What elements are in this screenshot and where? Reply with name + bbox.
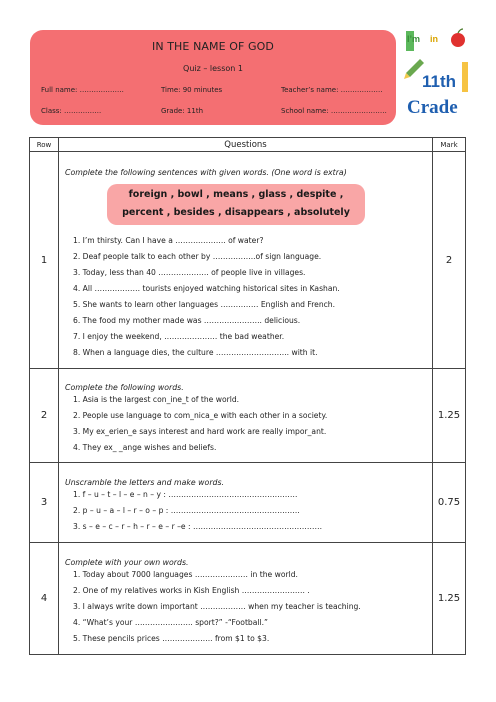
question-item: 7. I enjoy the weekend, ………………… the bad weather.: [73, 331, 285, 341]
header-subtitle: Quiz – lesson 1: [183, 64, 243, 73]
word-box: [107, 184, 365, 225]
mark-value: 0.75: [433, 463, 466, 543]
mark-header: Mark: [433, 138, 466, 152]
question-cell: [59, 152, 433, 369]
question-item: 1. f – u – t – l – e – n – y : ……………………………………………: [73, 490, 298, 499]
row-number: 4: [30, 543, 59, 655]
question-cell: [59, 463, 433, 543]
mark-value: 2: [433, 152, 466, 369]
instruction: Complete the following words.: [65, 383, 184, 392]
ruler-icon: [462, 62, 468, 92]
instruction: Unscramble the letters and make words.: [65, 478, 225, 487]
table-row: [30, 369, 466, 463]
question-item: 6. The food my mother made was ………………….. delicious.: [73, 315, 301, 325]
table-row: [30, 152, 466, 369]
instruction: Complete with your own words.: [65, 558, 189, 567]
logo-im: I’m: [407, 34, 421, 44]
header-title: IN THE NAME OF GOD: [151, 40, 275, 53]
grade-logo: [404, 26, 470, 122]
word-box-line: foreign , bowl , means , glass , despite ,: [128, 188, 344, 200]
mark-value: 1.25: [433, 543, 466, 655]
questions-table: [29, 137, 466, 655]
quiz-header: [30, 30, 396, 125]
question-item: 3. Today, less than 40 ……………….. of people live in villages.: [73, 267, 306, 277]
full-name-field: Full name: ……………….: [41, 86, 124, 94]
question-item: 1. Asia is the largest con_ine_t of the world.: [73, 395, 240, 404]
questions-header: Questions: [59, 138, 433, 152]
question-cell: [59, 369, 433, 463]
school-name-field: School name: ……………………: [281, 107, 387, 115]
row-header: Row: [30, 138, 59, 152]
question-item: 1. Today about 7000 languages ………………… in the world.: [73, 570, 298, 579]
question-item: 4. All ……………… tourists enjoyed watching historical sites in Kashan.: [73, 283, 340, 293]
question-item: 3. My ex_erien_e says interest and hard work are really impor_ant.: [73, 427, 327, 436]
question-item: 8. When a language dies, the culture ……………………….. with it.: [73, 347, 318, 357]
table-row: [30, 543, 466, 655]
logo-11th: 11th: [422, 72, 457, 91]
question-item: 2. Deaf people talk to each other by ……………..of sign language.: [73, 251, 322, 261]
question-item: 4. “What’s your ………………….. sport?” -“Football.”: [73, 618, 268, 627]
logo-in: in: [430, 34, 438, 44]
teacher-name-field: Teacher’s name: ………………: [281, 86, 383, 94]
class-field: Class: …………….: [41, 107, 102, 115]
instruction: Complete the following sentences with given words. (One word is extra): [65, 167, 347, 177]
logo-grade: Crade: [407, 97, 458, 118]
question-item: 1. I’m thirsty. Can I have a ……………….. of water?: [73, 235, 264, 245]
word-box-line: percent , besides , disappears , absolutely: [122, 206, 350, 218]
pencil-icon: [404, 59, 424, 79]
row-number: 3: [30, 463, 59, 543]
table-row: [30, 463, 466, 543]
table-header-row: [30, 138, 466, 152]
question-item: 5. She wants to learn other languages …………… English and French.: [73, 299, 336, 309]
row-number: 2: [30, 369, 59, 463]
time-field: Time: 90 minutes: [161, 86, 223, 94]
question-item: 2. p – u – a – l – r – o – p : ……………………………………………: [73, 506, 300, 515]
mark-value: 1.25: [433, 369, 466, 463]
question-item: 4. They ex_ _ange wishes and beliefs.: [73, 443, 217, 452]
apple-icon: [451, 29, 465, 47]
row-number: 1: [30, 152, 59, 369]
question-cell: [59, 543, 433, 655]
question-item: 2. People use language to com_nica_e with each other in a society.: [73, 411, 328, 420]
question-item: 2. One of my relatives works in Kish English ……………………. .: [73, 586, 310, 595]
question-item: 3. s – e – c – r – h – r – e – r –e : ……………………………………………: [73, 522, 323, 531]
question-item: 3. I always write down important ……………… when my teacher is teaching.: [73, 602, 361, 611]
grade-field: Grade: 11th: [161, 107, 204, 115]
question-item: 5. These pencils prices ……………….. from $1 to $3.: [73, 634, 270, 643]
